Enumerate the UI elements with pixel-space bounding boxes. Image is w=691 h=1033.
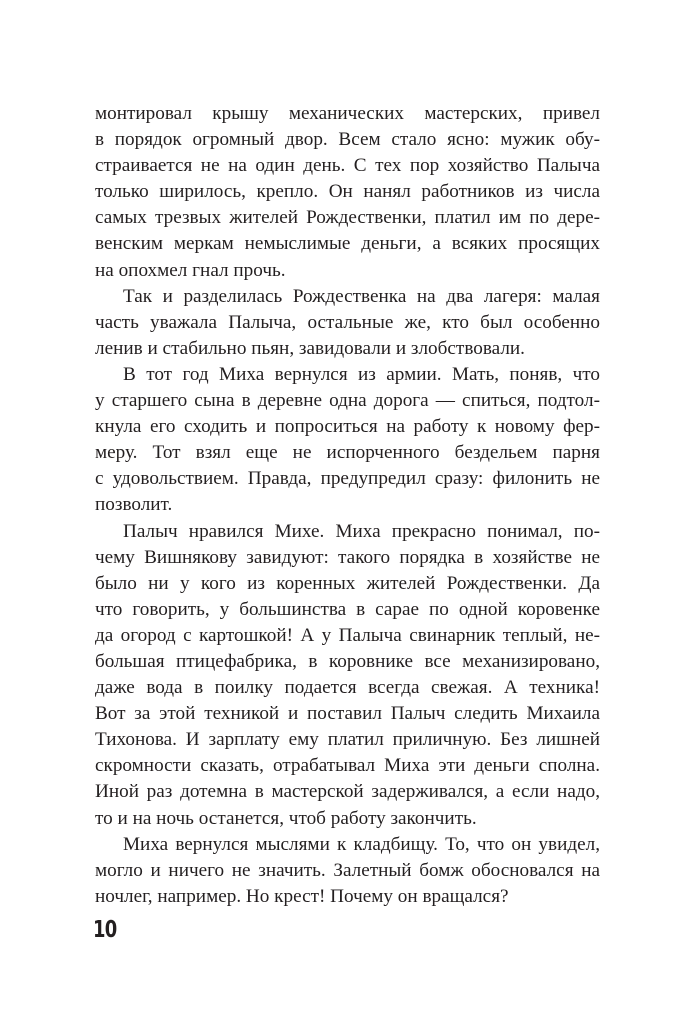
text-line: в порядок огромный двор. Всем стало ясно: мужик обу- bbox=[95, 129, 600, 151]
text-line: самых трезвых жителей Рождественки, платил им по дере- bbox=[95, 207, 600, 229]
text-line: страивается не на один день. С тех пор хозяйство Палыча bbox=[95, 155, 600, 177]
text-line: позволит. bbox=[95, 494, 173, 516]
text-line: Тихонова. И зарплату ему платил приличную. Без лишней bbox=[95, 729, 600, 751]
text-line: ночлег, например. Но крест! Почему он вращался? bbox=[95, 885, 509, 907]
text-line: ленив и стабильно пьян, завидовали и злобствовали. bbox=[95, 337, 525, 359]
text-line: меру. Тот взял еще не испорченного бездельем парня bbox=[95, 442, 600, 464]
text-line: то и на ночь останется, чтоб работу закончить. bbox=[95, 807, 477, 829]
text-line: скромности сказать, отрабатывал Миха эти деньги сполна. bbox=[95, 755, 600, 777]
body-text bbox=[95, 101, 600, 910]
text-line: Вот за этой техникой и поставил Палыч следить Михаила bbox=[95, 703, 600, 725]
text-line: да огород с картошкой! А у Палыча свинарник теплый, не- bbox=[95, 624, 600, 646]
text-line: В тот год Миха вернулся из армии. Мать, поняв, что bbox=[123, 363, 600, 385]
text-line: Иной раз дотемна в мастерской задерживался, а если надо, bbox=[95, 781, 600, 803]
text-line: у старшего сына в деревне одна дорога — спиться, подтол- bbox=[95, 390, 600, 412]
text-line: часть уважала Палыча, остальные же, кто был особенно bbox=[95, 311, 600, 333]
text-line: даже вода в поилку подается всегда свежая. А техника! bbox=[95, 677, 600, 699]
text-line: большая птицефабрика, в коровнике все механизировано, bbox=[95, 650, 600, 672]
page-number: 10 bbox=[93, 917, 117, 943]
text-line: венским меркам немыслимые деньги, а всяких просящих bbox=[95, 233, 600, 255]
text-line: могло и ничего не значить. Залетный бомж обосновался на bbox=[95, 859, 600, 881]
text-line: с удовольствием. Правда, предупредил сразу: филонить не bbox=[95, 468, 600, 490]
text-line: монтировал крышу механических мастерских, привел bbox=[95, 103, 600, 124]
text-line: Палыч нравился Михе. Миха прекрасно понимал, по- bbox=[123, 520, 600, 542]
text-line: было ни у кого из коренных жителей Рождественки. Да bbox=[95, 572, 600, 594]
text-line: чему Вишнякову завидуют: такого порядка в хозяйстве не bbox=[95, 546, 600, 568]
text-line: Так и разделилась Рождественка на два лагеря: малая bbox=[123, 285, 600, 307]
text-line: на опохмел гнал прочь. bbox=[95, 259, 286, 281]
text-line: только ширилось, крепло. Он нанял работников из числа bbox=[95, 181, 600, 203]
text-line: что говорить, у большинства в сарае по одной коровенке bbox=[95, 598, 600, 620]
text-line: Миха вернулся мыслями к кладбищу. То, что он увидел, bbox=[123, 833, 600, 855]
text-line: кнула его сходить и попроситься на работу к новому фер- bbox=[95, 416, 600, 438]
